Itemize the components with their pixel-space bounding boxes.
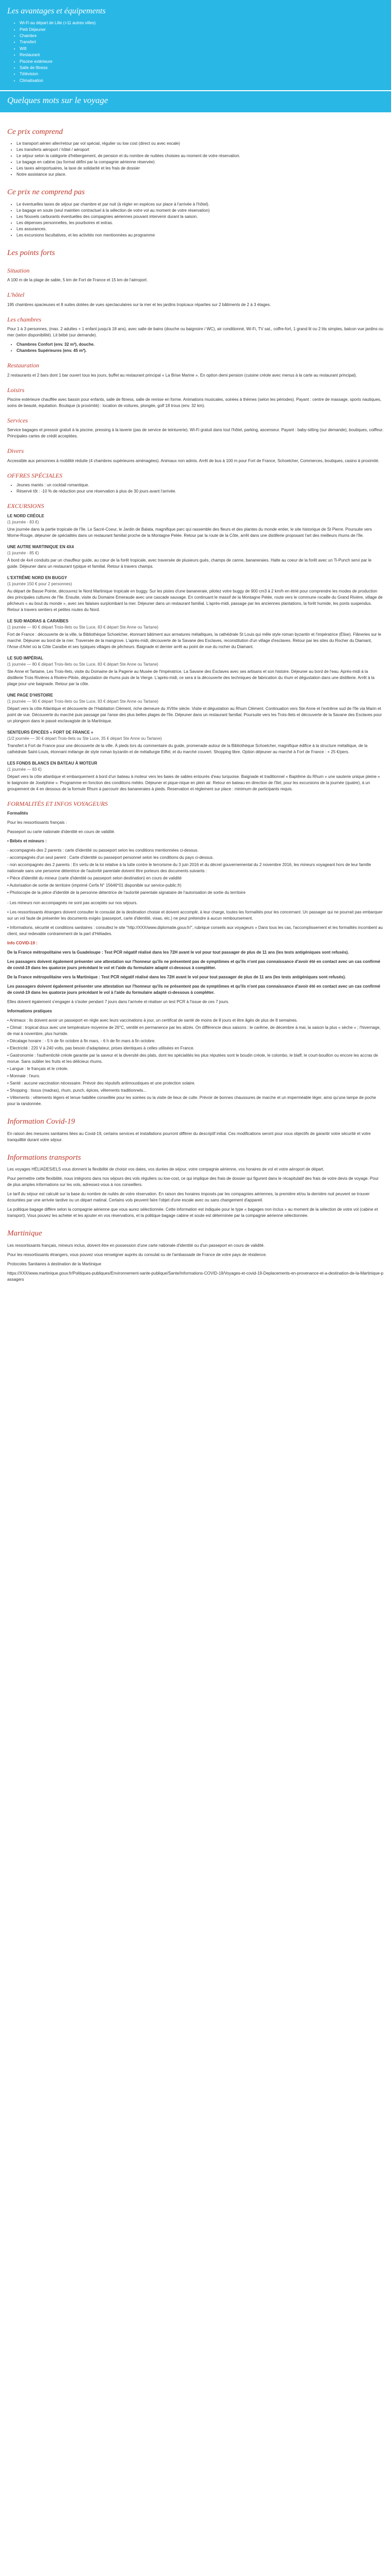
covid-paragraph: Elles doivent également s'engager à s'isoler pendant 7 jours dans l'arrivée et réaliser un test PCR à l'issue de ces 7 jours.	[7, 999, 230, 1004]
price-excludes-list	[7, 201, 384, 239]
advantage-item: • Climatisation	[20, 78, 384, 84]
transport-paragraph: Le tarif du séjour est calculé sur la base du nombre de nuités de votre réservation. En raison des horaires imposés par les compagnies aériennes, la première et/ou la dernière nuit peuvent se trouver écourtées par une arrivée tardive ou un départ matinal. Certains vols peuvent faire l'objet d'une escale avec ou sans changement d'appareil.	[7, 1192, 370, 1203]
covid-paragraph: De la France métropolitaine vers la Martinique : Test PCR négatif réalisé dans les 72H avant le vol pour tout passager de plus de 11 ans (les tests antigéniques sont refusés).	[7, 974, 346, 979]
minors-item: • Autorisation de sortie de territoire (imprimé Cerfa N° 15646*01 disponible sur service-public.fr)	[7, 883, 182, 888]
price-excludes-item: • Les dépenses personnelles, les pourboires et extras.	[17, 220, 384, 226]
advantages-title: Les avantages et équipements	[7, 7, 106, 15]
practical-info-item: • Langue : le français et le créole.	[7, 1066, 69, 1071]
restaurant-text: 2 restaurants et 2 bars dont 1 bar ouvert tous les jours, buffet au restaurant principal « La Brise Marine ». En option demi pension (cuisine créole avec menus à la carte au restaurant principal).	[7, 372, 357, 378]
excursion-name: LE SUD IMPÉRIAL	[7, 655, 43, 660]
excursion-description: À bord de 4x4 conduits par un chauffeur guide, au cœur de la forêt tropicale, avec traversée de plusieurs gués, champs de canne, bananeraies. Halte au coeur de la forêt avec un Ti-Punch servi par le guide. Déjeuner dans un restaurant typique et familial. Retour à travers champs.	[7, 557, 372, 569]
minors-heading: • Bébés et mineurs :	[7, 838, 47, 843]
excursion-item	[7, 655, 384, 687]
practical-info-item: • Climat : tropical doux avec une température moyenne de 26°C, ventilé en permanence par les alizés. On différencie deux saisons : le carême, de décembre à mai, la saison la plus « sèche » ; l'hivernage, de mai à novembre, plus humide.	[7, 1025, 381, 1036]
excursion-price: (1 journée 150 € pour 2 personnes)	[7, 581, 72, 586]
excursion-price: (1 journée — 80 € départ Trois-Ilets ou Ste Luce, 83 € départ Ste Anne ou Tartane)	[7, 662, 158, 667]
practical-info-item: • Monnaie : l'euro.	[7, 1073, 40, 1078]
offer-item: • Réservé tôt : -10 % de réduction pour une réservation à plus de 30 jours avant l'arrivée.	[17, 488, 384, 495]
advantage-item: • Salle de fitness	[20, 65, 384, 71]
covid-info-section-title: Information Covid-19	[7, 1117, 75, 1126]
excursion-name: LE SUD MADRAS & CARAÏBES	[7, 618, 69, 623]
practical-info-item: • Décalage horaire : - 5 h de fin octobre à fin mars, - 6 h de fin mars à fin octobre.	[7, 1038, 156, 1043]
services-text: Service bagages et pressoir gratuit à la piscine, pressing à la laverie (pas de service de teinturerie). Wi-Fi gratuit dans tout l'hôtel, parking, ascenseur. Payant : baby-sitting (sur demande), boutiques, coiffeur. Principales cartes de crédit acceptées.	[7, 428, 384, 439]
security-info-text: • Informations, sécurité et conditions sanitaires : consultez le site "http://XXX/www.diplomatie.gouv.fr/", rubrique conseils aux voyageurs » Dans tous les cas, l'accomplissement et les formalités incombent au client, seul redevable contrairement de la part d'Héliades.	[7, 925, 383, 936]
excursion-item	[7, 692, 384, 724]
price-includes-title: Ce prix comprend	[7, 127, 63, 136]
excursion-price: (1 journée - 83 €)	[7, 519, 39, 524]
covid-paragraph: Les passagers doivent également présenter une attestation sur l'honneur qu'ils ne présentent pas de symptômes et qu'ils n'ont pas connaissance d'avoir été en contact avec un cas confirmé de covid-19 dans les quatorze jours précédant le vol à l'aide du formulaire adapté ci-dessous à compléter.	[7, 984, 381, 995]
excursion-item	[7, 513, 384, 539]
price-includes-item: • Le séjour selon la catégorie d'hébergement, de pension et du nombre de nuitées choisies au moment de votre réservation.	[17, 153, 384, 159]
covid-paragraph: De la France métropolitaine vers la Guadeloupe : Test PCR négatif réalisé dans les 72H avant le vol pour tout passager de plus de 11 ans (les tests antigéniques sont refusés).	[7, 950, 349, 955]
advantage-item: • Piscine extérieure	[20, 59, 384, 65]
leisure-title: Loisirs	[7, 386, 25, 394]
price-includes-item: • Les transferts aéroport / hôtel / aéroport	[17, 147, 384, 153]
excursion-description: Au départ de Basse Pointe, découvrez le Nord Martinique tropicale en buggy. Sur les pistes d'une bananeraie, pilotez votre buggy de 900 cm3 à 2 km/h en étrié pour comprendre les modes de production des principales cultures de l'île. Ensuite, visite du Domaine Emeraude avec une cascade sauvage. En continuant le massif de la Montagne Pelée, route vers le commune rocaille du Grand Rivière, village de pêcheurs « au bout du monde », avec ses falaises surplombant la mer. Déjeuner dans un restaurant familial. L'après-midi, passage par les anciennes plantations, la forêt humide, les ponts suspendus. Retour à travers sentiers et petites routes du Nord.	[7, 588, 383, 612]
price-excludes-item: • Les assurances.	[17, 226, 384, 232]
formalities-text: Passeport ou carte nationale d'identité en cours de validité.	[7, 829, 116, 834]
practical-info-item: • Santé : aucune vaccination nécessaire. Prévoir des répulsifs antimoustiques et une protection solaire.	[7, 1080, 196, 1086]
services-title: Services	[7, 416, 28, 424]
price-includes-item: • Le bagage en cabine (au format défini par la compagnie aérienne réservée)	[17, 159, 384, 165]
price-excludes-item: • Les excursions facultatives, et les activités non mentionnées au programme	[17, 232, 384, 239]
transport-paragraph: Les voyages HÉLIADES/ELS vous donnent la flexibilité de choisir vos dates, vos durées de séjour, votre compagnie aérienne, vos horaires de vol et votre aéroport de départ.	[7, 1167, 324, 1172]
excursion-item	[7, 760, 384, 792]
trip-overview-header	[0, 90, 391, 112]
excursion-item	[7, 730, 384, 755]
situation-text: A 100 m de la plage de sable, 5 km de Fort de France et 15 km de l'aéroport.	[7, 278, 148, 283]
excursion-name: LE NORD CRÉOLE	[7, 513, 44, 518]
excursion-price: (1 journée — 83 €)	[7, 767, 42, 772]
practical-info-item: • Shopping : tissus (madras), rhum, punch, épices, vêtements traditionnels...	[7, 1088, 147, 1093]
foreign-nationals-text: • Les ressortissants étrangers doivent consulter le consulat de la destination choisie et doivent accomplir, à leur charge, toutes les formalités pour les concernant. Un passager qui ne pourrait pas embarquer sur un vol faute de présenter les documents exigés (passeport, carte d'identité, visas, etc.) ne peut prétendre à aucun remboursement.	[7, 909, 383, 921]
minors-item: - accompagnés des 2 parents : carte d'identité ou passeport selon les conditions mentionnées ci-dessus.	[7, 848, 199, 853]
advantage-item: • Transfert	[20, 39, 384, 45]
excursion-description: Départ vers la côte Atlantique et découverte de l'Habitation Clément, riche demeure du XVIIIe siècle. Visite et dégustation au Rhum Clément. Continuation vers Ste Anne et l'extrême sud de l'île via Marin et point de vue. Découverte du marché puis passage par l'anse des plus belles plages de l'île. Déjeuner dans un restaurant familial. Poursuite vers les Trois-Ilets et découverte de la Savane des Esclaves pour un plongeon dans le passé esclavagiste de la Martinique.	[7, 706, 382, 723]
covid-info-title: Info COVID-19 :	[7, 940, 38, 945]
practical-info-list	[7, 1018, 384, 1107]
trip-content	[0, 112, 391, 1298]
practical-info-title: Informations pratiques	[7, 1008, 52, 1013]
transport-paragraph: Pour permettre cette flexibilité, nous intégrons dans nos séjours des vols réguliers ou low-cost, ce qui implique des frais de dossier qui figurent dans le récapitulatif des frais de votre devis de voyage. Pour de plus amples informations sur les vols, adressez-vous à nos conseillers.	[7, 1176, 379, 1188]
excursion-name: UNE AUTRE MARTINIQUE EN 4X4	[7, 544, 74, 549]
practical-info-item: • Animaux : ils doivent avoir un passeport en règle avec leurs vaccinations à jour, un certificat de santé de moins de 8 jours et être âgés de plus de 8 semaines.	[7, 1018, 298, 1023]
covid-info-text: En raison des mesures sanitaires liées au Covid-19, certains services et installations pourront différer du descriptif initial. Ces modifications seront pour vous objectifs de garantir votre sécurité et votre tranquillité durant votre séjour.	[7, 1131, 371, 1142]
covid-paragraph: Les passagers doivent également présenter une attestation sur l'honneur qu'ils ne présentent pas de symptômes et qu'ils n'ont pas connaissance d'avoir été en contact avec un cas confirmé de covid-19 dans les quatorze jours précédant le vol et l'aide du formulaire adapté ci-dessous à compléter.	[7, 959, 381, 970]
price-includes-item: • Le transport aérien aller/retour par vol spécial, régulier ou low cost (direct ou avec escale)	[17, 141, 384, 147]
excursion-name: SENTEURS ÉPICÉES « FORT DE FRANCE »	[7, 730, 93, 735]
price-excludes-item: • Le éventuelles taxes de séjour par chambre et par nuit (à régler en espèces sur place à l'arrivée à l'hôtel).	[17, 201, 384, 208]
martinique-paragraph: Protocoles Sanitaires à destination de la Martinique	[7, 1262, 102, 1267]
excursion-name: L'EXTRÊME NORD EN BUGGY	[7, 575, 68, 580]
martinique-health-link[interactable]: https://XXX/www.martinique.gouv.fr/Politiques-publiques/Environnement-sante-publique/Sante/Informations-COVID-19/Voyages-et-covid-19-Deplacements-en-provenance-et-a-destination-de-la-Martinique-passagers	[7, 1271, 384, 1282]
excursion-description: Fort de France : découverte de la ville, la Bibliothèque Schoelcher, étonnant bâtiment aux armatures métalliques, la cathédrale St Louis qui mêle style roman byzantin et l'impératrice (Élise). Flâneries sur le marché. Déjeuner au bord de la mer. Traversée de la mangrove. L'après-midi, découverte de la Savane des Esclaves, reconstitution d'un village d'esclaves. Retour par les sites du Rocher du Diamant, l'Anse d'Arlet où la Côte Caraïbe et ses typiques villages de pêcheurs. Baignade et dernier arrêt au point de vue du rocher du Diamant.	[7, 632, 382, 649]
practical-info-item: • Gastronomie : l'authenticité créole garantie par la saveur et la diversité des plats, dont les spécialités les plus réputées sont le boudin créole, le colombo, le blaff, le court-bouillon ou encore les accras de morue. Sans oublier les fruits et les délicieux rhums.	[7, 1053, 378, 1064]
misc-title: Divers	[7, 447, 24, 455]
minors-item: • Photocopie de la pièce d'identité de la personne détentrice de l'autorité parentale signataire de l'autorisation de sortie du territoire	[7, 890, 246, 895]
price-excludes-item: • Le bagage en soute (seul maintien contractuel à la sélection de votre vol au moment de votre réservation)	[17, 208, 384, 214]
leisure-text: Piscine extérieure chauffée avec bassin pour enfants, salle de fitness, salle de remise en forme. Animations musicales, soirées à thèmes (selon les périodes). Payant : centre de massage, sports nautiques, soins de beauté, équitation. Boutique (à proximité) : location de voitures, plongée, golf 18 trous (env. 32 km).	[7, 397, 382, 408]
offer-item: • Jeunes mariés : un cocktail romantique.	[17, 482, 384, 488]
offers-list	[7, 482, 384, 495]
strong-points-title: Les points forts	[7, 249, 55, 258]
hotel-text: 195 chambres spacieuses et 8 suites dotées de vues spectaculaires sur la mer et les jardins tropicaux réparties sur 2 bâtiments de 2 à 3 étages.	[7, 302, 271, 307]
rooms-intro: Pour 1 à 3 personnes, (max. 2 adultes + 1 enfant jusqu'à 18 ans), avec salle de bains (douche ou baignoire / WC), air conditionné, Wi-Fi, TV sat., coffre-fort, 1 grand lit ou 2 lits simples, balcon vue jardins ou mer (selon disponibilité). Lit bébé (sur demande).	[7, 327, 383, 338]
minors-note: - Les mineurs non accompagnés ne sont pas acceptés sur nos séjours.	[7, 900, 138, 905]
room-type-item: • Chambres Confort (env. 32 m²), douche.	[17, 342, 384, 348]
rooms-title: Les chambres	[7, 315, 41, 323]
excursion-price: (1 journée — 90 € départ Trois-Ilets ou Ste Luce, 93 € départ Ste Anne ou Tartane)	[7, 699, 158, 704]
offers-title: OFFRES SPÉCIALES	[7, 471, 62, 479]
advantages-list	[7, 20, 384, 84]
excursion-item	[7, 544, 384, 570]
transport-info-title: Informations transports	[7, 1153, 81, 1162]
price-excludes-title: Ce prix ne comprend pas	[7, 188, 85, 197]
excursion-name: UNE PAGE D'HISTOIRE	[7, 692, 53, 698]
practical-info-item: • Vêtements : vêtements légers et tenue habillée conseillée pour les soirées ou la visite de lieux de culte. Prévoir de bonnes chaussures de marche et un imperméable léger, ainsi qu'une lampe de poche pour la randonnée.	[7, 1095, 376, 1106]
martinique-paragraph: Les ressortissants français, mineurs inclus, doivent être en possession d'une carte nationale d'identité ou d'un passeport en cours de validité.	[7, 1243, 265, 1248]
excursion-description: Ste Anne et Tartaine, Les Trois-Ilets, visite du Domaine de la Pagerie au Musée de l'Impératrice. La Savane des Esclaves avec ses artisans et son histoire. Déjeuner au bord de l'eau. Après-midi à la distillerie Trois Rivières à Rivière-Pilote, dégustation de rhums puis de la Vierge. L'après-midi, ce sera à la découverte des techniques de fabrication du rhum et dégustation dans une distillerie. Arrêt à la plage pour une baignade. Retour par la côte.	[7, 669, 374, 686]
martinique-title: Martinique	[7, 1229, 42, 1238]
advantage-item: • Wifi	[20, 46, 384, 52]
minors-item: - accompagnés d'un seul parent : Carte d'identité ou passeport personnel selon les conditions du pays ci-dessus.	[7, 855, 214, 860]
practical-info-item: • Electricité : 220 V à 240 volts, pas besoin d'adaptateur, prises identiques à celles utilisées en France.	[7, 1045, 194, 1050]
price-includes-item: • Les taxes aéroportuaires, la taxe de solidarité et les frais de dossier	[17, 165, 384, 172]
excursion-price: (1/2 journée — 30 € départ Trois-Ilets ou Ste Luce, 35 € départ Ste Anne ou Tartane)	[7, 736, 162, 741]
room-type-item: • Chambres Supérieures (env. 45 m²).	[17, 348, 384, 354]
advantage-item: • Chambre	[20, 33, 384, 39]
minors-list	[7, 848, 384, 896]
excursion-name: LES FONDS BLANCS EN BATEAU À MOTEUR	[7, 760, 97, 766]
restaurant-title: Restauration	[7, 362, 39, 369]
excursion-description: Départ vers la côte atlantique et embarquement à bord d'un bateau à moteur vers les baies de sables entourés d'eau turquoise. Baignade et traditionnel « Baptême du Rhum » une sauterie unique pleine « le baignoire de Joséphine ». Programme en fonction des conditions météo. Déjeuner et pique-nique en plein air. Retour en bateau en direction de l'îlet, pour les excursions de la journée (quatre), à un groupement de 4 en dessous de la formule Rhum à parcourir des bananeraies à pieds. Reservation et règlement sur place : minimum de participants requis.	[7, 774, 380, 791]
excursion-description: Une journée dans la partie tropicale de l'île. Le Sacré-Coeur, le Jardin de Balata, magnifique parc qui rassemble des fleurs et des plantes du monde entier, le site historique de St Pierre. Poursuite vers Morne-Rouge, déjeuner de spécialités dans un restaurant familial proche de la Montagne Pelée. Retour par la route de la Côte, arrêt dans une distillerie proposant l'art des meilleurs rhums de l'île.	[7, 527, 372, 538]
advantage-item: • Télévision	[20, 71, 384, 77]
martinique-paragraph: Pour les ressortissants étrangers, vous pouvez vous renseigner auprès du consulat ou de l'ambassade de France de votre pays de résidence.	[7, 1252, 267, 1258]
excursion-price: (1 journée - 85 €)	[7, 550, 39, 555]
transport-paragraph: La politique bagage diffère selon la compagnie aérienne que vous aurez sélectionnée. Cette information est indiquée pour le type « bagages non inclus » au moment de la sélection de votre vol (cabine et transport). Vous pouvez les acheter et les ajouter en vos réservations, et la politique bagage cabine et soute est déterminée par la compagnie aérienne sélectionnée.	[7, 1207, 378, 1218]
price-includes-item: • Notre assistance sur place.	[17, 172, 384, 178]
price-excludes-item: • Les Nouvels carburants éventuelles des compagnies aériennes pouvant intervenir durant la saison.	[17, 214, 384, 220]
advantage-item: • Wi-Fi au départ de Lille (+11 autres villes)	[20, 20, 384, 26]
advantage-item: • Restaurant	[20, 52, 384, 58]
excursion-price: (1 journée — 80 € départ Trois-Ilets ou Ste Luce, 83 € départ Ste Anne ou Tartane)	[7, 624, 158, 630]
excursion-description: Transfert à Fort de France pour une découverte de la ville. À pieds lors du commentaire du guide, promenade autour de la Bibliothèque Schoelcher, magnifique édifice à la structure métallique, de la cathédrale Saint-Louis, étonnant mélange de style roman byzantin et de métallurgie Eiffel, et du marché couvert. Shopping libre. Option déjeuner au marché à Fort de France : + 25 €/pers.	[7, 743, 368, 754]
formalities-title: FORMALITÉS ET INFOS VOYAGEURS	[7, 800, 108, 807]
excursion-item	[7, 618, 384, 650]
formalities-subtitle: Formalités	[7, 810, 28, 816]
hotel-title: L'hôtel	[7, 291, 25, 299]
advantages-section	[0, 0, 391, 90]
price-includes-list	[7, 141, 384, 178]
formalities-intro: Pour les ressortissants français :	[7, 820, 67, 825]
excursions-title: EXCURSIONS	[7, 502, 44, 510]
minors-item: - non accompagnés des 2 parents : En vertu de la loi relative à la lutte contre le terrorisme du 3 juin 2016 et du décret gouvernemental du 2 novembre 2016, les mineurs voyageant hors de leur famille nationale sans une personne détentrice de l'autorité parentale doivent être porteurs des documents suivants :	[7, 862, 371, 873]
rooms-list	[7, 342, 384, 354]
advantage-item: • Petit Déjeuner	[20, 27, 384, 33]
minors-item: • Pièce d'identité du mineur (carte d'identité ou passeport selon destination) en cours de validité	[7, 875, 182, 880]
trip-overview-title: Quelques mots sur le voyage	[7, 95, 108, 106]
misc-text: Accessible aux personnes à mobilité réduite (4 chambres supérieures aménagées). Animaux non admis. Arrêt de bus à 100 m pour Fort de France, Schoelcher, Commerces, boutiques, casino à proximité.	[7, 458, 380, 463]
situation-title: Situation	[7, 266, 30, 274]
excursion-item	[7, 575, 384, 613]
